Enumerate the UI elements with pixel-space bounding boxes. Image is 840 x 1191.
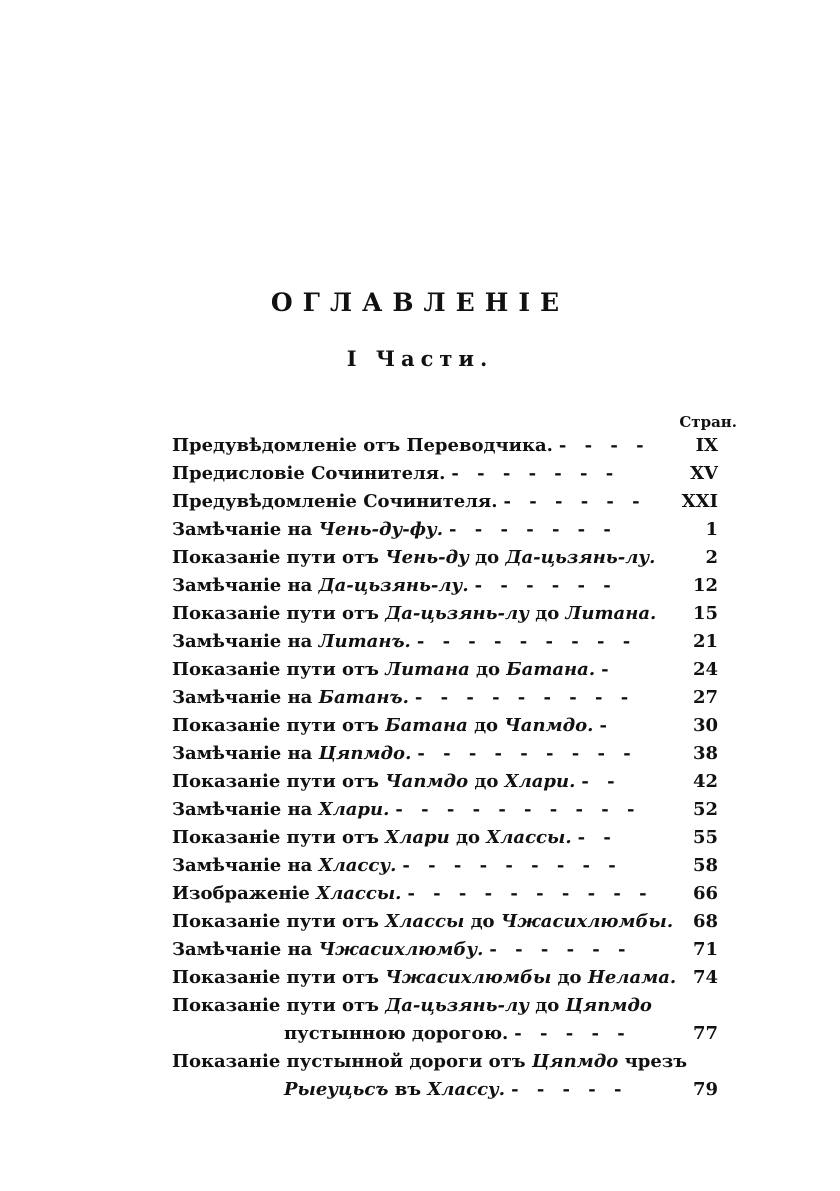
page-number: 55 xyxy=(692,827,718,848)
place-name: Цяпмдо xyxy=(531,1051,619,1072)
toc-entry xyxy=(172,656,718,684)
toc-entry-title xyxy=(172,967,676,988)
place-name: Цяпмдо xyxy=(565,995,652,1016)
entry-text: Замѣчаніе на xyxy=(172,855,319,876)
toc-entry-title xyxy=(172,743,411,764)
dot-leader: - - xyxy=(581,771,621,792)
place-name: Батана. xyxy=(506,659,596,680)
entry-text: Изображеніе xyxy=(172,883,317,904)
toc-entry xyxy=(172,488,718,516)
entry-text: до xyxy=(468,771,505,792)
toc-entry xyxy=(172,936,718,964)
page-number: 68 xyxy=(692,911,718,932)
dot-leader: - xyxy=(599,715,613,736)
page-number: 15 xyxy=(692,603,718,624)
toc-entry xyxy=(172,1076,718,1104)
page-number: 1 xyxy=(705,519,718,540)
place-name: Чжасихлюмбы. xyxy=(500,911,674,932)
toc-entry xyxy=(172,796,718,824)
toc-entry xyxy=(172,768,718,796)
page-title: ОГЛАВЛЕНІЕ xyxy=(270,288,570,317)
toc-entry xyxy=(172,964,718,992)
place-name: Чапмдо. xyxy=(504,715,594,736)
toc-entry xyxy=(172,1020,718,1048)
entry-text: Предувѣдомленіе Сочинителя. xyxy=(172,491,498,512)
toc-entry xyxy=(172,880,718,908)
page-number: 2 xyxy=(705,547,718,568)
page-number: 77 xyxy=(692,1023,718,1044)
place-name: Нелама. xyxy=(587,967,677,988)
place-name: Да-цьзянь-лу. xyxy=(318,575,469,596)
page-number: 21 xyxy=(692,631,718,652)
entry-text: Показаніе пути отъ xyxy=(172,967,386,988)
place-name: Хлассы. xyxy=(486,827,572,848)
dot-leader: - - - - - - - - - xyxy=(417,743,637,764)
toc-entry xyxy=(172,600,718,628)
entry-text: Замѣчаніе на xyxy=(172,575,319,596)
entry-text: до xyxy=(551,967,588,988)
toc-entry-title xyxy=(172,883,401,904)
page-number: 38 xyxy=(692,743,718,764)
toc-entry-title xyxy=(284,1023,508,1044)
page-number: 71 xyxy=(692,939,718,960)
toc-entry-title xyxy=(172,827,572,848)
page-number: 27 xyxy=(692,687,718,708)
toc-entry xyxy=(172,460,718,488)
page-number: IX xyxy=(695,435,718,456)
entry-text: Замѣчаніе на xyxy=(172,743,319,764)
toc-entry-title xyxy=(172,491,497,512)
toc-entry-title xyxy=(172,435,553,456)
entry-text: Замѣчаніе на xyxy=(172,519,319,540)
entry-text: чрезъ xyxy=(618,1051,688,1072)
page-number: XV xyxy=(690,463,718,484)
toc-entry xyxy=(172,824,718,852)
toc-entry-title xyxy=(172,463,445,484)
page-number: 52 xyxy=(692,799,718,820)
toc-entry-title xyxy=(172,687,409,708)
entry-text: Показаніе пути отъ xyxy=(172,659,386,680)
place-name: Цяпмдо. xyxy=(318,743,412,764)
dot-leader: - - - - - - - - - xyxy=(402,855,622,876)
place-name: Хлассу. xyxy=(318,855,397,876)
entry-text: Показаніе пути отъ xyxy=(172,827,386,848)
place-name: Да-цьзянь-лу. xyxy=(505,547,656,568)
dot-leader: - xyxy=(601,659,615,680)
entry-text: Замѣчаніе на xyxy=(172,939,319,960)
place-name: Батана xyxy=(385,715,468,736)
page-number: 42 xyxy=(692,771,718,792)
dot-leader: - - - - - - - - - - xyxy=(407,883,653,904)
place-name: Да-цьзянь-лу xyxy=(385,995,529,1016)
dot-leader: - - - - - xyxy=(514,1023,631,1044)
dot-leader: - - - - xyxy=(558,435,650,456)
toc-entry-title xyxy=(172,659,595,680)
place-name: Литанъ. xyxy=(318,631,411,652)
toc-entry xyxy=(172,684,718,712)
entry-text: Показаніе пути отъ xyxy=(172,715,386,736)
dot-leader: - - - - - - - - - xyxy=(416,631,637,652)
dot-leader: - - - - - - - xyxy=(451,463,620,484)
entry-text: до xyxy=(467,715,505,736)
place-name: Литана. xyxy=(565,603,657,624)
place-name: Да-цьзянь-лу xyxy=(385,603,529,624)
toc-entry-title xyxy=(172,547,655,568)
toc-entry xyxy=(172,572,718,600)
entry-text: въ xyxy=(388,1079,428,1100)
toc-entry xyxy=(172,1048,718,1076)
toc-entry-title xyxy=(172,939,483,960)
dot-leader: - - xyxy=(577,827,617,848)
page-number: 66 xyxy=(692,883,718,904)
place-name: Хлассу. xyxy=(427,1079,506,1100)
toc-entry xyxy=(172,908,718,936)
toc-entry-title xyxy=(172,631,411,652)
entry-text: до xyxy=(528,603,566,624)
pages-column-label: Стран. xyxy=(679,413,737,431)
entry-text: Замѣчаніе на xyxy=(172,631,319,652)
toc-entry-title xyxy=(172,855,396,876)
place-name: Рыеуцьсъ xyxy=(284,1079,389,1100)
toc-entry-title xyxy=(172,799,389,820)
toc-entry xyxy=(172,992,718,1020)
toc-entry-title xyxy=(172,603,656,624)
place-name: Чапмдо xyxy=(385,771,469,792)
entry-text: до xyxy=(464,911,501,932)
page-number: 12 xyxy=(692,575,718,596)
page-number: 58 xyxy=(692,855,718,876)
page-number: 74 xyxy=(692,967,718,988)
toc-entry-title xyxy=(172,995,652,1016)
place-name: Батанъ. xyxy=(318,687,409,708)
page-number: 24 xyxy=(692,659,718,680)
toc-entry xyxy=(172,432,718,460)
page-number: 79 xyxy=(692,1079,718,1100)
toc-entry-title xyxy=(172,911,673,932)
toc-entry-title xyxy=(172,575,469,596)
toc-entry xyxy=(172,740,718,768)
entry-text: Замѣчаніе на xyxy=(172,687,319,708)
dot-leader: - - - - - - xyxy=(474,575,617,596)
entry-text: Показаніе пути отъ xyxy=(172,547,386,568)
table-of-contents xyxy=(172,432,718,1104)
dot-leader: - - - - - xyxy=(511,1079,628,1100)
toc-entry-title xyxy=(172,519,443,540)
place-name: Хлассы. xyxy=(316,883,402,904)
entry-text: пустынною дорогою. xyxy=(284,1023,509,1044)
entry-text: Показаніе пустынной дороги отъ xyxy=(172,1051,532,1072)
entry-text: Показаніе пути отъ xyxy=(172,771,386,792)
entry-text: Предувѣдомленіе отъ Переводчика. xyxy=(172,435,553,456)
place-name: Хлари. xyxy=(318,799,390,820)
part-subtitle: I Части. xyxy=(346,346,494,371)
dot-leader: - - - - - - - - - - xyxy=(395,799,641,820)
place-name: Хлари xyxy=(385,827,450,848)
toc-entry xyxy=(172,516,718,544)
toc-entry xyxy=(172,852,718,880)
dot-leader: - - - - - - xyxy=(489,939,632,960)
toc-entry-title xyxy=(172,715,593,736)
entry-text: Показаніе пути отъ xyxy=(172,995,386,1016)
entry-text: Предисловіе Сочинителя. xyxy=(172,463,446,484)
toc-entry-title xyxy=(172,1051,687,1072)
toc-entry xyxy=(172,712,718,740)
toc-entry-title xyxy=(172,771,575,792)
entry-text: Показаніе пути отъ xyxy=(172,911,386,932)
place-name: Литана xyxy=(385,659,470,680)
toc-entry xyxy=(172,544,718,572)
entry-text: Замѣчаніе на xyxy=(172,799,319,820)
entry-text: Показаніе пути отъ xyxy=(172,603,386,624)
place-name: Хлари. xyxy=(504,771,576,792)
place-name: Чжасихлюмбы xyxy=(385,967,552,988)
dot-leader: - - - - - - xyxy=(503,491,646,512)
place-name: Хлассы xyxy=(385,911,465,932)
entry-text: до xyxy=(469,659,507,680)
toc-entry xyxy=(172,628,718,656)
place-name: Чжасихлюмбу. xyxy=(318,939,484,960)
entry-text: до xyxy=(468,547,506,568)
page-number: XXI xyxy=(681,491,718,512)
entry-text: до xyxy=(528,995,566,1016)
dot-leader: - - - - - - - - - xyxy=(414,687,635,708)
toc-entry-title xyxy=(284,1079,505,1100)
dot-leader: - - - - - - - xyxy=(449,519,617,540)
entry-text: до xyxy=(449,827,487,848)
page-number: 30 xyxy=(692,715,718,736)
place-name: Чень-ду-фу. xyxy=(318,519,443,540)
place-name: Чень-ду xyxy=(385,547,469,568)
